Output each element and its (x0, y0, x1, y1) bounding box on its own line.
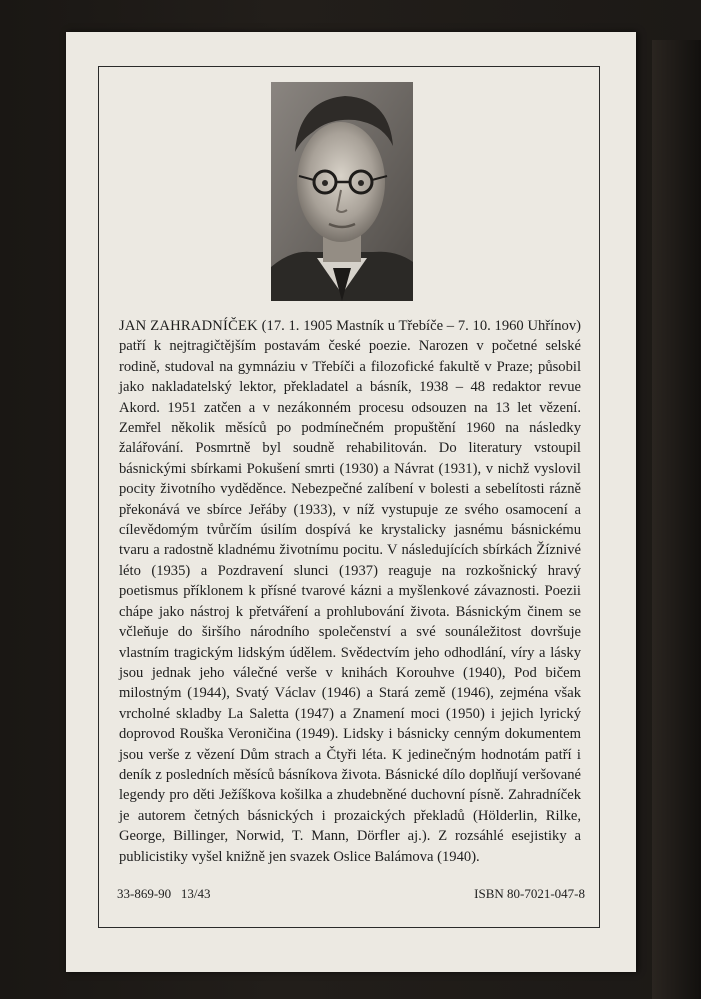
portrait-photo-icon (271, 82, 413, 301)
author-portrait (271, 82, 413, 301)
author-name: JAN ZAHRADNÍČEK (119, 318, 258, 334)
book-spine-edge (652, 40, 701, 999)
biography-text: (17. 1. 1905 Mastník u Třebíče – 7. 10. 1960 Uhřínov) patří k nejtragičtějším postavám české poezie. Narozen v početné selské rodině, studoval na gymnáziu v Třebíči a filozofické fakultě v Praze; působil jako nakladatelský lektor, překladatel a básník, 1938 – 48 redaktor revue Akord. 1951 zatčen a v nezákonném procesu odsouzen na 13 let vězení. Zemřel několik měsíců po podmínečném propuštění 1960 na následky žalářování. Posmrtně byl soudně rehabilitován. Do literatury vstoupil básnickými sbírkami Pokušení smrti (1930) a Návrat (1931), v nichž vyslovil pocity životního vyděděnce. Nebezpečné zalíbení v bolesti a sebelítosti rázně překonává ve sbírce Jeřáby (1933), v níž vystupuje ze svého osamocení a cílevědomým tvůrčím úsilím dospívá ke krystalicky jasnému básnickému tvaru a radostně kladnému životnímu pocitu. V následujících sbírkách Žíznivé léto (1935) a Pozdravení slunci (1937) reaguje na rozkošnický hravý poetismus příklonem k přísné tvarové kázni a myšlenkové závaznosti. Poezii chápe jako nástroj k přetváření a prohlubování života. Básnickým činem se včleňuje do širšího národního společenství a své sounáležitost dovršuje vlastním tragickým lidským údělem. Svědectvím jeho odhodlání, víry a lásky jsou jednak jeho válečné verše v knihách Korouhve (1940), Pod bičem milostným (1944), Svatý Václav (1946) a Stará země (1946), zejména však vrcholné skladby La Saletta (1947) a Znamení moci (1950) i jejich lyrický doprovod Rouška Veroničina (1949). Lidsky i básnicky cenným dokumentem jsou verše z vězení Dům strach a Čtyři léta. K jedinečným hodnotám patří i deník z posledních měsíců básníkova života. Básnické dílo doplňují veršované legendy pro děti Ježíškova košilka a zhudebněné duchovní písně. Zahradníček je autorem četných básnických i prozaických překladů (Hölderlin, Rilke, George, Billinger, Norwid, T. Mann, Dörfler aj.). Z rozsáhlé esejistiky a publicistiky vyšel knižně jen svazek Oslice Balámova (1940). (119, 318, 581, 865)
book-back-cover (66, 32, 636, 972)
isbn-number: ISBN 80-7021-047-8 (474, 886, 585, 901)
text-frame (98, 66, 600, 928)
catalog-code: 33-869-90 13/43 (117, 886, 211, 901)
author-biography (119, 316, 581, 867)
